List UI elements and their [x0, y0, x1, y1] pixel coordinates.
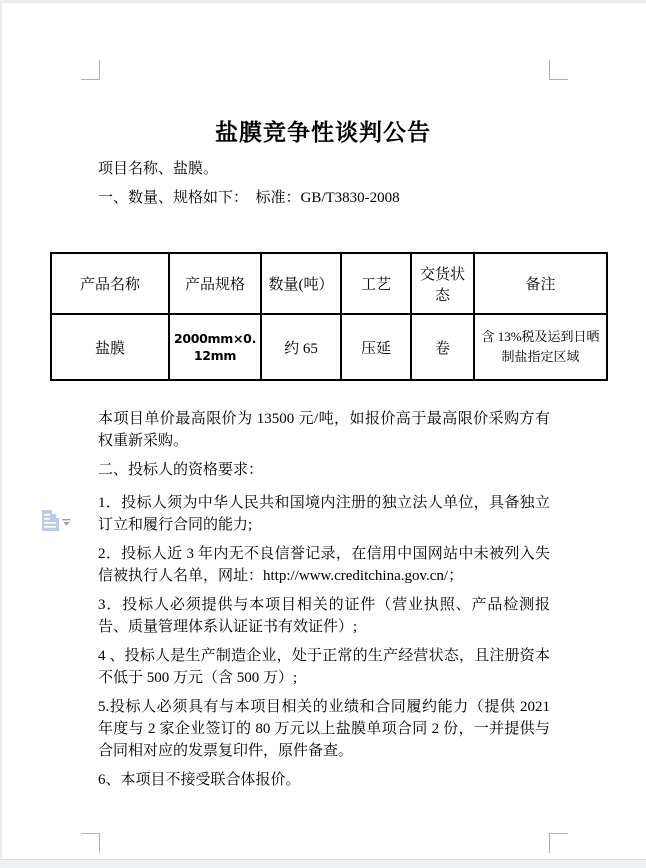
- paragraph: 4 、投标人是生产制造企业，处于正常的生产经营状态，且注册资本不低于 500 万元（含 500 万）;: [98, 648, 550, 686]
- table-cell-delivery-state: 卷: [411, 314, 474, 380]
- paragraph: 项目名称、盐膜。: [98, 161, 219, 177]
- paragraph: 二、投标人的资格要求：: [98, 462, 264, 478]
- text-boundary-mark-top-left: [81, 60, 100, 80]
- text-boundary-mark-bottom-right: [549, 833, 568, 853]
- table-header-cell: 产品规格: [169, 253, 261, 314]
- text-boundary-mark-bottom-left: [81, 833, 100, 853]
- page-gap: [0, 859, 646, 868]
- paragraph: 1．投标人须为中华人民共和国境内注册的独立法人单位，具备独立订立和履行合同的能力;: [98, 495, 550, 533]
- paragraph: 2．投标人近 3 年内无不良信誉记录，在信用中国网站中未被列入失信被执行人名单，网址：http://www.creditchina.gov.cn/；: [98, 546, 550, 584]
- table-cell-product-name: 盐膜: [51, 314, 169, 380]
- product-table: [50, 252, 608, 381]
- paragraph: 3．投标人必须提供与本项目相关的证件（营业执照、产品检测报告、质量管理体系认证证书有效证件）;: [98, 597, 550, 635]
- table-header-cell: 工艺: [341, 253, 411, 314]
- table-row: [51, 314, 607, 380]
- table-cell-remark: 含 13%税及运到日晒制盐指定区域: [474, 314, 607, 380]
- table-cell-process: 压延: [341, 314, 411, 380]
- dropdown-arrow-icon[interactable]: [62, 514, 71, 522]
- intro-block: [98, 158, 550, 209]
- body-text: [98, 408, 554, 798]
- table-header-cell: 数量(吨）: [261, 253, 341, 314]
- page-edge-top: [0, 0, 646, 3]
- table-header-cell: 备注: [474, 253, 607, 314]
- text-boundary-mark-top-right: [549, 60, 568, 80]
- table-header-cell: 交货状态: [411, 253, 474, 314]
- paragraph: 一、数量、规格如下： 标准：GB/T3830-2008: [98, 190, 400, 206]
- table-header-cell: 产品名称: [51, 253, 169, 314]
- table-cell-spec: 2000mm×0.12mm: [169, 314, 261, 380]
- document-title: 盐膜竞争性谈判公告: [215, 120, 431, 145]
- paragraph: 5.投标人必须具有与本项目相关的业绩和合同履约能力（提供 2021 年度与 2 家企业签订的 80 万元以上盐膜单项合同 2 份，一并提供与合同相对应的发票复印件，原件备查。: [98, 699, 554, 759]
- paragraph: 本项目单价最高限价为 13500 元/吨，如报价高于最高限价采购方有权重新采购。: [98, 411, 550, 449]
- table-header-row: [51, 253, 607, 314]
- table-cell-quantity: 约 65: [261, 314, 341, 380]
- object-anchor-document-icon[interactable]: [41, 510, 60, 531]
- paragraph: 6、本项目不接受联合体报价。: [98, 772, 301, 788]
